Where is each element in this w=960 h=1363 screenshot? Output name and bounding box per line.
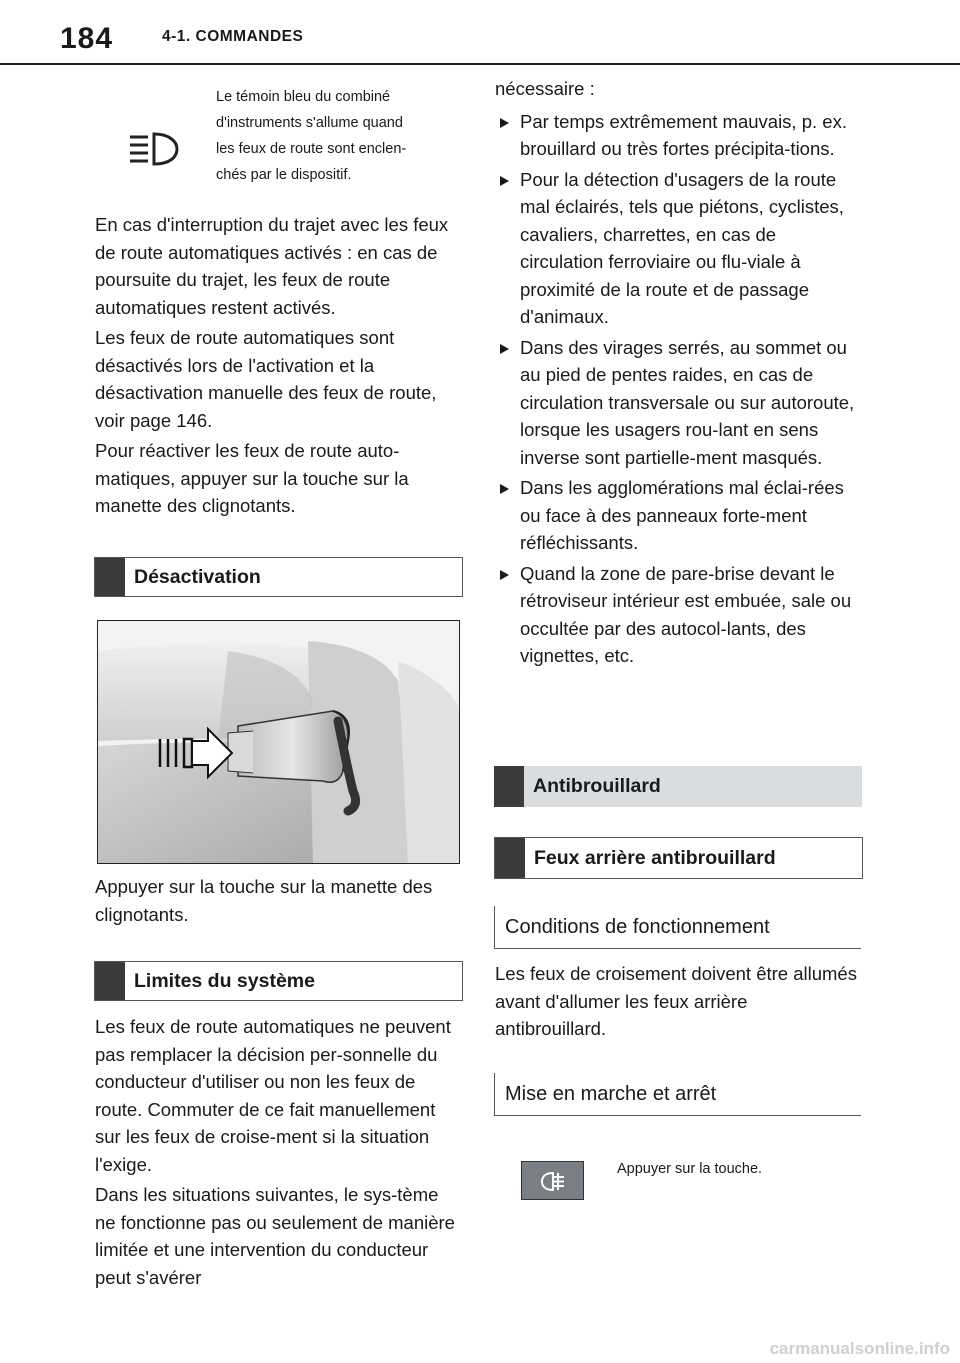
list-item: Par temps extrêmement mauvais, p. ex. brouillard ou très fortes précipita-tions. bbox=[495, 108, 863, 163]
paragraph: Les feux de route automatiques ne peuvent pas remplacer la décision per-sonnelle du conducteur d'utiliser ou non les feux de route. Commuter de ce fait manuellement sur les feux de croise-ment si la situation l'exige. bbox=[95, 1016, 451, 1175]
subheading-on-off: Mise en marche et arrêt bbox=[494, 1073, 861, 1116]
list-item: Dans les agglomérations mal éclai-rées ou face à des panneaux forte-ment réfléchissants. bbox=[495, 474, 863, 557]
limitation-list bbox=[495, 108, 863, 670]
stalk-illustration bbox=[97, 620, 460, 864]
paragraph: Dans les situations suivantes, le sys-tème ne fonctionne pas ou seulement de manière limitée et une intervention du conducteur peut s'avérer bbox=[95, 1184, 455, 1288]
high-beam-icon bbox=[122, 128, 182, 172]
list-item: Dans des virages serrés, au sommet ou au pied de pentes raides, en cas de circulation transversale ou sur autoroute, lorsque les usagers rou-lant en sens inverse sont partielle-ment masqués. bbox=[495, 334, 863, 472]
page-number: 184 bbox=[60, 22, 114, 55]
section-heading-deactivation: Désactivation bbox=[94, 557, 463, 597]
subheading-conditions: Conditions de fonctionnement bbox=[494, 906, 861, 949]
button-caption: Appuyer sur la touche. bbox=[617, 1161, 763, 1177]
paragraph: En cas d'interruption du trajet avec les feux de route automatiques activés : en cas de poursuite du trajet, les feux de route automatiques restent activés. bbox=[95, 214, 449, 318]
paragraph: Les feux de route automatiques sont désactivés lors de l'activation et la désactivation manuelle des feux de route, voir page 146. bbox=[95, 327, 437, 431]
section-heading-rear-fog: Feux arrière antibrouillard bbox=[494, 837, 863, 879]
header-divider bbox=[0, 63, 960, 65]
illustration-caption: Appuyer sur la touche sur la manette des clignotants. bbox=[95, 876, 433, 925]
list-item: Pour la détection d'usagers de la route mal éclairés, tels que piétons, cyclistes, cavaliers, charrettes, en cas de circulation ferroviaire ou flu-viale à proximité de la route et de passage d'animaux. bbox=[495, 166, 863, 331]
list-item: Quand la zone de pare-brise devant le rétroviseur intérieur est embuée, sale ou occultée par des autocol-lants, des vignettes, etc. bbox=[495, 560, 863, 670]
rear-fog-button-icon bbox=[521, 1161, 584, 1200]
footer-watermark: carmanualsonline.info bbox=[769, 1339, 950, 1358]
indicator-note: Le témoin bleu du combiné d'instruments s'allume quand les feux de route sont enclen- chés par le dispositif. bbox=[216, 89, 407, 183]
section-heading-fog: Antibrouillard bbox=[494, 766, 862, 807]
left-body-bottom bbox=[95, 1013, 463, 1294]
chapter-title: 4-1. COMMANDES bbox=[162, 28, 304, 45]
right-body bbox=[495, 75, 863, 673]
section-heading-system-limits: Limites du système bbox=[94, 961, 463, 1001]
continuation-text: nécessaire : bbox=[495, 78, 595, 99]
conditions-text: Les feux de croisement doivent être allumés avant d'allumer les feux arrière antibrouillard. bbox=[495, 963, 857, 1039]
paragraph: Pour réactiver les feux de route auto-matiques, appuyer sur la touche sur la manette des clignotants. bbox=[95, 440, 409, 516]
left-body-top bbox=[95, 211, 463, 523]
